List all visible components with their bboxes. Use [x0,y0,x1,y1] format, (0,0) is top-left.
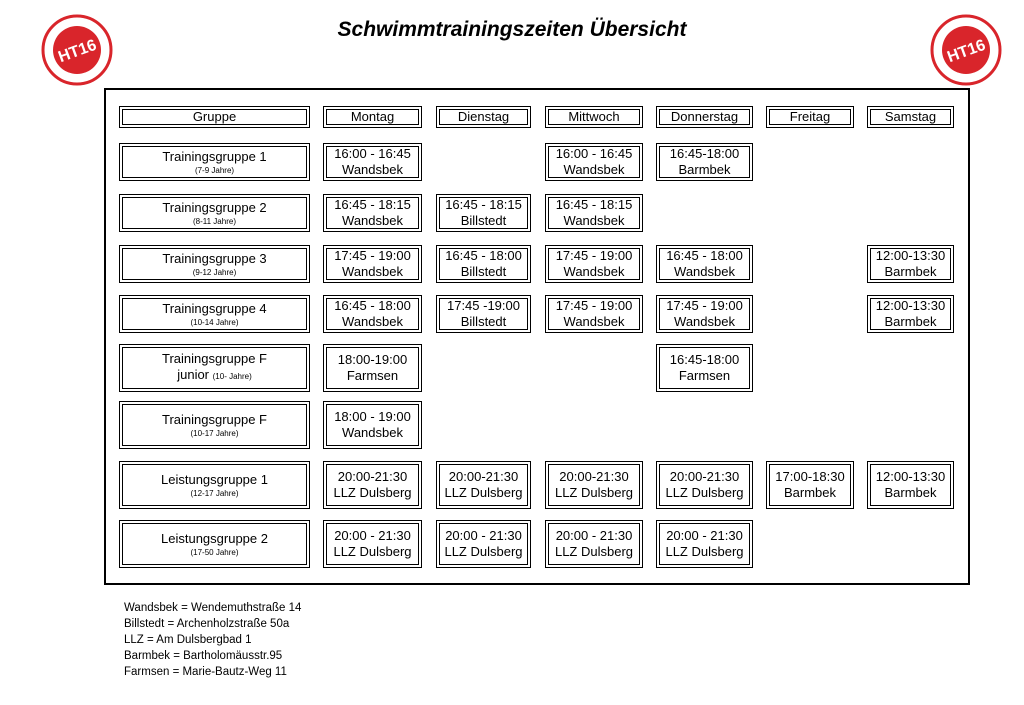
slot-time: 16:45 - 18:00 [666,248,743,263]
svg-text:HT16: HT16 [945,36,988,67]
group-name: Trainingsgruppe 1 [162,148,267,164]
group-age: (12-17 Jahre) [190,488,239,498]
time-slot [545,295,643,333]
time-slot [545,194,643,232]
group-cell [119,194,310,232]
svg-text:HT16: HT16 [56,36,99,67]
group-name: Trainingsgruppe 3 [162,250,267,266]
time-slot [323,461,422,509]
legend-item: Barmbek = Bartholomäusstr.95 [124,650,283,662]
slot-time: 20:00-21:30 [337,469,408,484]
slot-location: LLZ Dulsberg [665,485,744,500]
legend-item: Billstedt = Archenholzstraße 50a [124,618,290,630]
slot-time: 12:00-13:30 [875,248,946,263]
slot-time: 20:00 - 21:30 [555,528,633,543]
group-name: Trainingsgruppe F [161,351,267,366]
slot-location: Barmbek [783,485,837,500]
group-cell [119,245,310,283]
group-age: (17-50 Jahre) [190,547,239,557]
slot-time: 16:00 - 16:45 [555,146,633,161]
slot-time: 17:45 - 19:00 [334,248,411,263]
slot-location: LLZ Dulsberg [554,485,634,500]
slot-location: Wandsbek [342,213,403,228]
slot-location: Wandsbek [342,162,403,177]
time-slot [436,245,531,283]
slot-location: LLZ Dulsberg [554,544,634,559]
time-slot [656,344,753,392]
header-label: Gruppe [192,109,237,124]
group-cell [119,344,310,392]
header-gruppe [119,106,310,128]
header-day [436,106,531,128]
group-age: (10-17 Jahre) [190,428,239,438]
page-title: Schwimmtrainingszeiten Übersicht [337,18,687,41]
slot-time: 16:45 - 18:15 [555,197,633,212]
slot-location: Farmsen [346,368,399,383]
header-label: Montag [350,109,395,124]
group-cell [119,143,310,181]
time-slot [545,461,643,509]
slot-time: 20:00 - 21:30 [445,528,522,543]
header-day [323,106,422,128]
slot-location: Barmbek [884,264,937,279]
slot-location: Barmbek [884,485,937,500]
time-slot [766,461,854,509]
group-age: (7-9 Jahre) [194,165,235,175]
group-name: Leistungsgruppe 1 [161,471,268,487]
slot-location: Wandsbek [674,264,735,279]
slot-location: Wandsbek [563,162,625,177]
header-label: Dienstag [457,109,510,124]
header-label: Samstag [884,109,937,124]
time-slot [323,520,422,568]
group-cell [119,461,310,509]
slot-location: Billstedt [460,213,507,228]
slot-time: 17:45 - 19:00 [555,248,633,263]
slot-time: 12:00-13:30 [875,298,946,313]
time-slot [323,143,422,181]
slot-time: 16:45 - 18:15 [334,197,411,212]
slot-time: 18:00 - 19:00 [334,409,411,424]
time-slot [545,520,643,568]
header-day [766,106,854,128]
time-slot [436,295,531,333]
slot-location: Farmsen [678,368,731,383]
slot-time: 17:45 - 19:00 [666,298,743,313]
slot-location: Barmbek [678,162,731,177]
group-name-line2: junior [177,367,210,382]
header-label: Freitag [789,109,831,124]
slot-location: Wandsbek [342,425,403,440]
group-cell [119,401,310,449]
legend-item: Wandsbek = Wendemuthstraße 14 [124,602,302,614]
group-age: (10-14 Jahre) [190,317,239,327]
slot-time: 20:00 - 21:30 [334,528,411,543]
group-name: Trainingsgruppe 2 [162,199,267,215]
time-slot [545,245,643,283]
slot-location: LLZ Dulsberg [665,544,744,559]
time-slot [656,143,753,181]
group-age: (9-12 Jahre) [192,267,237,277]
slot-time: 20:00-21:30 [669,469,740,484]
slot-time: 20:00-21:30 [448,469,519,484]
group-name: Trainingsgruppe F [161,411,267,427]
slot-location: Billstedt [460,314,507,329]
time-slot [656,461,753,509]
time-slot [436,520,531,568]
group-name: Trainingsgruppe 4 [162,300,267,316]
slot-time: 17:00-18:30 [775,469,845,484]
group-age: (8-11 Jahre) [193,216,236,226]
time-slot [656,245,753,283]
group-cell [119,295,310,333]
slot-location: Wandsbek [563,213,625,228]
time-slot [323,401,422,449]
slot-time: 20:00 - 21:30 [666,528,743,543]
time-slot [656,295,753,333]
slot-time: 16:45-18:00 [669,352,740,367]
slot-time: 12:00-13:30 [875,469,946,484]
slot-time: 17:45 - 19:00 [555,298,633,313]
header-day [656,106,753,128]
slot-location: Barmbek [884,314,937,329]
slot-location: Wandsbek [342,314,403,329]
slot-location: Wandsbek [674,314,735,329]
slot-location: LLZ Dulsberg [333,544,412,559]
time-slot [436,194,531,232]
location-legend [124,600,301,680]
club-logo-right [930,14,1002,86]
header-label: Donnerstag [670,109,739,124]
slot-time: 20:00-21:30 [559,469,629,484]
slot-location: LLZ Dulsberg [444,544,523,559]
time-slot [656,520,753,568]
time-slot [323,194,422,232]
time-slot [545,143,643,181]
slot-time: 16:45 - 18:15 [445,197,522,212]
legend-item: Farmsen = Marie-Bautz-Weg 11 [124,666,287,678]
header-day [545,106,643,128]
time-slot [436,461,531,509]
time-slot [867,245,954,283]
header-day [867,106,954,128]
slot-time: 16:00 - 16:45 [334,146,411,161]
slot-location: Wandsbek [342,264,403,279]
time-slot [867,295,954,333]
group-cell [119,520,310,568]
slot-location: LLZ Dulsberg [444,485,523,500]
group-name: Leistungsgruppe 2 [161,530,268,546]
slot-location: Wandsbek [563,264,625,279]
slot-time: 16:45 - 18:00 [334,298,411,313]
time-slot [323,295,422,333]
slot-time: 16:45-18:00 [669,146,740,161]
slot-time: 16:45 - 18:00 [445,248,522,263]
slot-location: LLZ Dulsberg [333,485,412,500]
slot-time: 17:45 -19:00 [446,298,520,313]
header-label: Mittwoch [568,109,620,124]
group-age: (10- Jahre) [212,372,252,381]
legend-item: LLZ = Am Dulsbergbad 1 [124,634,252,646]
club-logo-left [41,14,113,86]
time-slot [867,461,954,509]
slot-location: Billstedt [460,264,507,279]
slot-location: Wandsbek [563,314,625,329]
slot-time: 18:00-19:00 [337,352,408,367]
time-slot [323,344,422,392]
time-slot [323,245,422,283]
